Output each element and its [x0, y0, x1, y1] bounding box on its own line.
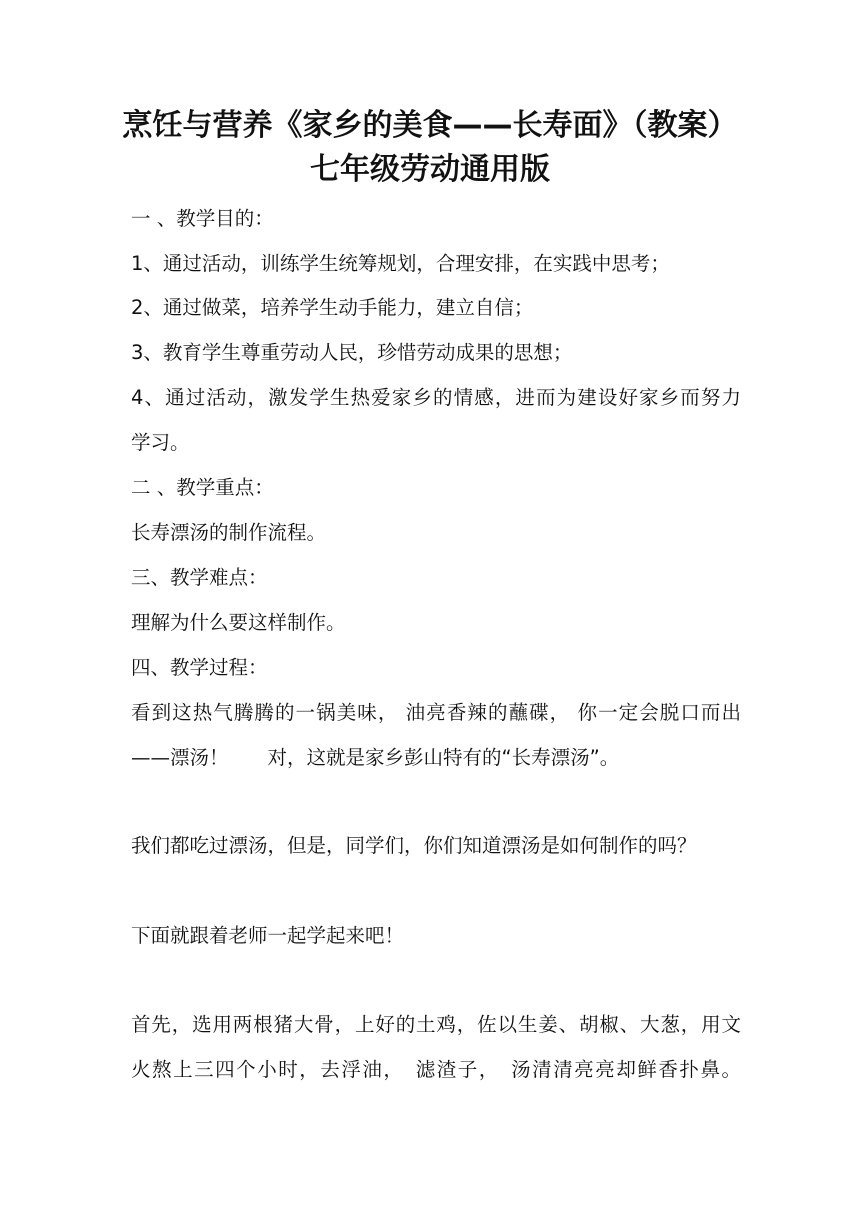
- paragraph-line: 3、教育学生尊重劳动人民，珍惜劳动成果的思想；: [131, 341, 573, 364]
- paragraph-line: 长寿漂汤的制作流程。: [131, 521, 327, 544]
- section-heading-process: 四、教学过程：: [131, 656, 268, 679]
- paragraph-line: 首先，选用两根猪大骨，上好的土鸡，佐以生姜、胡椒、大葱，用文: [131, 1013, 741, 1036]
- document-subtitle: 七年级劳动通用版: [310, 152, 550, 187]
- paragraph-line: 2、通过做菜，培养学生动手能力，建立自信；: [131, 296, 534, 319]
- paragraph-line: 我们都吃过漂汤，但是，同学们，你们知道漂汤是如何制作的吗？: [131, 834, 697, 857]
- section-heading-difficulties: 三、教学难点：: [131, 566, 268, 589]
- paragraph-line: 下面就跟着老师一起学起来吧！: [131, 924, 405, 947]
- paragraph-line: 学习。: [131, 431, 190, 454]
- paragraph-line: ——漂汤！ 对，这就是家乡彭山特有的“长寿漂汤”。: [131, 746, 620, 769]
- paragraph-line: 火熬上三四个小时，去浮油， 滤渣子， 汤清清亮亮却鲜香扑鼻。: [131, 1058, 741, 1081]
- paragraph-line: 理解为什么要这样制作。: [131, 611, 346, 634]
- paragraph-line: 看到这热气腾腾的一锅美味， 油亮香辣的蘸碟， 你一定会脱口而出: [131, 701, 741, 724]
- paragraph-line: 1、通过活动，训练学生统筹规划，合理安排，在实践中思考；: [131, 252, 670, 275]
- paragraph-line: 4、通过活动，激发学生热爱家乡的情感，进而为建设好家乡而努力: [131, 386, 741, 409]
- document-title: 烹饪与营养《家乡的美食——长寿面》（教案）: [122, 108, 738, 143]
- section-heading-key-points: 二 、教学重点：: [131, 476, 274, 499]
- section-heading-objectives: 一 、教学目的：: [131, 207, 274, 230]
